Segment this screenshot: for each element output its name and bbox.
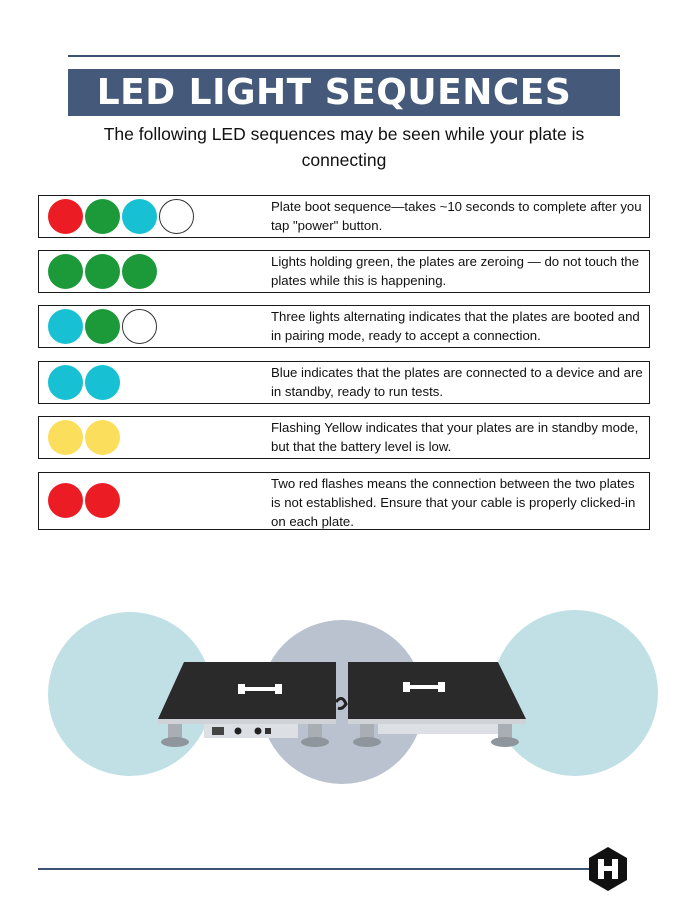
led-light-green: [122, 254, 157, 289]
led-sequence-row: [38, 195, 650, 238]
page-subtitle: The following LED sequences may be seen while your plate is connecting: [103, 124, 585, 170]
led-light-yellow: [48, 420, 83, 455]
led-sequence-description: Three lights alternating indicates that the plates are booted and in pairing mode, ready to accept a connection.: [271, 309, 640, 343]
led-light-green: [85, 199, 120, 234]
hexagon-h-logo-icon: [587, 846, 629, 892]
led-light-blue: [85, 365, 120, 400]
title-banner: [68, 69, 620, 116]
page-title: LED LIGHT SEQUENCES: [96, 72, 572, 113]
led-lights: [48, 365, 120, 400]
led-light-blue: [48, 309, 83, 344]
led-light-green: [85, 309, 120, 344]
led-sequence-row: [38, 361, 650, 404]
led-light-green: [48, 254, 83, 289]
led-light-blue: [122, 199, 157, 234]
led-lights: [48, 199, 194, 234]
led-sequence-row: [38, 472, 650, 530]
bottom-divider: [38, 868, 598, 870]
led-sequence-row: [38, 250, 650, 293]
led-light-red: [85, 483, 120, 518]
led-light-red: [48, 483, 83, 518]
led-light-white: [159, 199, 194, 234]
led-light-red: [48, 199, 83, 234]
led-light-blue: [48, 365, 83, 400]
led-lights: [48, 420, 120, 455]
led-sequence-description: Lights holding green, the plates are zeroing — do not touch the plates while this is happening.: [271, 254, 640, 288]
led-light-white: [122, 309, 157, 344]
led-sequence-description: Two red flashes means the connection between the two plates is not established. Ensure that your cable is properly clicked-in on each plate.: [271, 476, 636, 529]
backdrop-circle-right: [492, 610, 658, 776]
led-sequence-description: Blue indicates that the plates are connected to a device and are in standby, ready to run tests.: [271, 365, 643, 399]
led-lights: [48, 254, 157, 289]
led-lights: [48, 483, 120, 518]
top-divider: [68, 55, 620, 57]
led-light-green: [85, 254, 120, 289]
led-lights: [48, 309, 157, 344]
led-light-yellow: [85, 420, 120, 455]
force-plates-illustration: [0, 600, 688, 800]
led-sequence-description: Flashing Yellow indicates that your plates are in standby mode, but that the battery level is low.: [271, 420, 639, 454]
led-sequence-row: [38, 416, 650, 459]
led-sequence-row: [38, 305, 650, 348]
led-sequence-description: Plate boot sequence—takes ~10 seconds to complete after you tap "power" button.: [271, 199, 642, 233]
